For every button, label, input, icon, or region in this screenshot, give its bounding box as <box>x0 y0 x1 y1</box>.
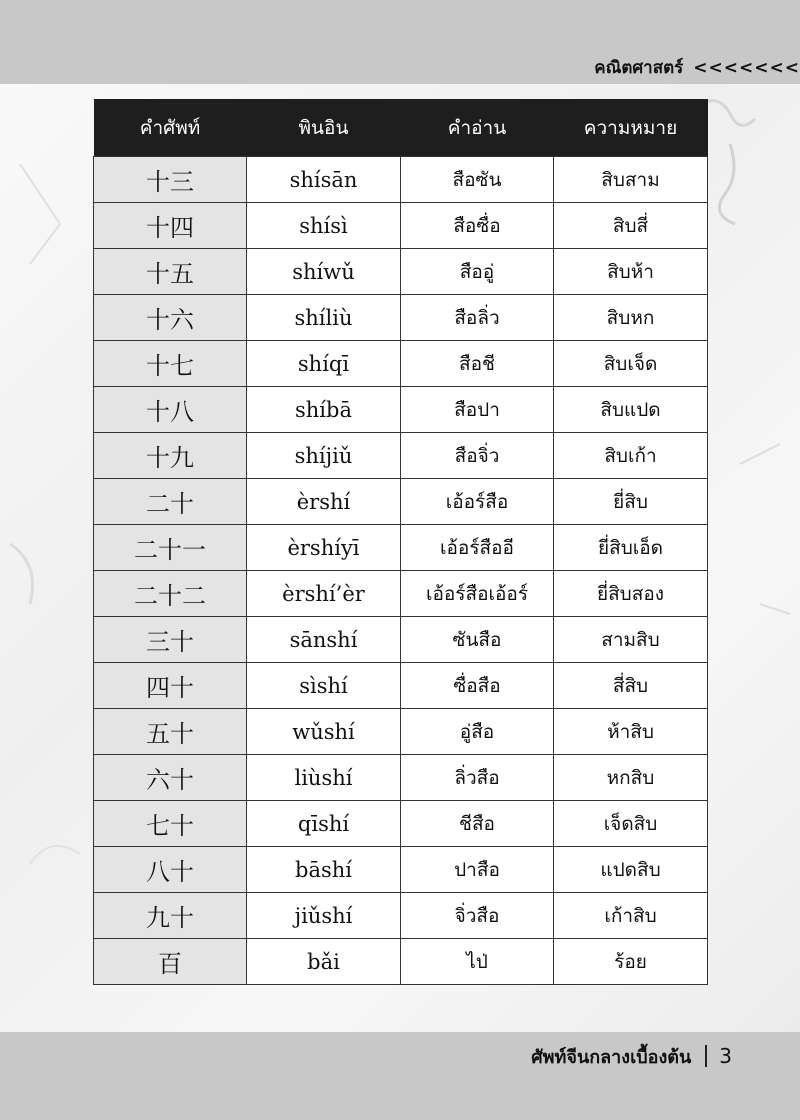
meaning-cell: ยี่สิบเอ็ด <box>554 525 708 571</box>
table-row <box>94 893 708 939</box>
pinyin-cell: liùshí <box>247 755 401 801</box>
table-row <box>94 157 708 203</box>
table-header-row <box>94 99 708 157</box>
pinyin-cell: bǎi <box>247 939 401 985</box>
pinyin-cell: shíwǔ <box>247 249 401 295</box>
word-cell: 八十 <box>94 847 247 893</box>
column-header-word: คำศัพท์ <box>94 99 247 157</box>
pinyin-cell: jiǔshí <box>247 893 401 939</box>
pinyin-cell: shíqī <box>247 341 401 387</box>
word-cell: 十三 <box>94 157 247 203</box>
meaning-cell: เก้าสิบ <box>554 893 708 939</box>
word-cell: 二十一 <box>94 525 247 571</box>
pinyin-cell: shísān <box>247 157 401 203</box>
table-row <box>94 755 708 801</box>
table-row <box>94 203 708 249</box>
meaning-cell: สิบแปด <box>554 387 708 433</box>
reading-cell: ชีสือ <box>401 801 554 847</box>
reading-cell: ปาสือ <box>401 847 554 893</box>
reading-cell: ลิ่วสือ <box>401 755 554 801</box>
word-cell: 百 <box>94 939 247 985</box>
table-row <box>94 249 708 295</box>
reading-cell: เอ้อร์สืออี <box>401 525 554 571</box>
reading-cell: สือลิ่ว <box>401 295 554 341</box>
table-row <box>94 663 708 709</box>
meaning-cell: สิบสี่ <box>554 203 708 249</box>
pinyin-cell: bāshí <box>247 847 401 893</box>
table-row <box>94 341 708 387</box>
table-row <box>94 433 708 479</box>
word-cell: 六十 <box>94 755 247 801</box>
reading-cell: สือปา <box>401 387 554 433</box>
table-row <box>94 295 708 341</box>
reading-cell: สือชี <box>401 341 554 387</box>
table-row <box>94 479 708 525</box>
word-cell: 七十 <box>94 801 247 847</box>
table-row <box>94 847 708 893</box>
word-cell: 十四 <box>94 203 247 249</box>
pinyin-cell: èrshí’èr <box>247 571 401 617</box>
reading-cell: สือซื่อ <box>401 203 554 249</box>
meaning-cell: สิบเจ็ด <box>554 341 708 387</box>
pinyin-cell: shíbā <box>247 387 401 433</box>
footer-divider <box>705 1045 707 1067</box>
reading-cell: เอ้อร์สือ <box>401 479 554 525</box>
reading-cell: จิ่วสือ <box>401 893 554 939</box>
reading-cell: สือซัน <box>401 157 554 203</box>
table-row <box>94 939 708 985</box>
pinyin-cell: wǔshí <box>247 709 401 755</box>
pinyin-cell: èrshíyī <box>247 525 401 571</box>
column-header-pinyin: พินอิน <box>247 99 401 157</box>
reading-cell: สืออู่ <box>401 249 554 295</box>
book-title: ศัพท์จีนกลางเบื้องต้น <box>531 1046 692 1068</box>
header-arrows: <<<<<<< <box>693 58 800 78</box>
meaning-cell: หกสิบ <box>554 755 708 801</box>
meaning-cell: ยี่สิบ <box>554 479 708 525</box>
table-row <box>94 801 708 847</box>
word-cell: 五十 <box>94 709 247 755</box>
word-cell: 四十 <box>94 663 247 709</box>
reading-cell: สือจิ่ว <box>401 433 554 479</box>
word-cell: 二十 <box>94 479 247 525</box>
reading-cell: ซันสือ <box>401 617 554 663</box>
table-row <box>94 525 708 571</box>
table-row <box>94 709 708 755</box>
pinyin-cell: shísì <box>247 203 401 249</box>
meaning-cell: สิบหก <box>554 295 708 341</box>
reading-cell: เอ้อร์สือเอ้อร์ <box>401 571 554 617</box>
pinyin-cell: sìshí <box>247 663 401 709</box>
meaning-cell: สามสิบ <box>554 617 708 663</box>
word-cell: 十七 <box>94 341 247 387</box>
table-row <box>94 387 708 433</box>
meaning-cell: แปดสิบ <box>554 847 708 893</box>
reading-cell: ไป่ <box>401 939 554 985</box>
meaning-cell: สิบสาม <box>554 157 708 203</box>
word-cell: 十九 <box>94 433 247 479</box>
table-row <box>94 617 708 663</box>
pinyin-cell: qīshí <box>247 801 401 847</box>
table-row <box>94 571 708 617</box>
meaning-cell: สี่สิบ <box>554 663 708 709</box>
vocabulary-table <box>93 99 708 985</box>
column-header-meaning: ความหมาย <box>554 99 708 157</box>
subject-title: คณิตศาสตร์ <box>594 58 684 78</box>
word-cell: 十五 <box>94 249 247 295</box>
reading-cell: ซื่อสือ <box>401 663 554 709</box>
word-cell: 九十 <box>94 893 247 939</box>
meaning-cell: ยี่สิบสอง <box>554 571 708 617</box>
pinyin-cell: èrshí <box>247 479 401 525</box>
word-cell: 二十二 <box>94 571 247 617</box>
column-header-reading: คำอ่าน <box>401 99 554 157</box>
pinyin-cell: shíliù <box>247 295 401 341</box>
pinyin-cell: shíjiǔ <box>247 433 401 479</box>
meaning-cell: สิบเก้า <box>554 433 708 479</box>
meaning-cell: เจ็ดสิบ <box>554 801 708 847</box>
word-cell: 十六 <box>94 295 247 341</box>
pinyin-cell: sānshí <box>247 617 401 663</box>
meaning-cell: ร้อย <box>554 939 708 985</box>
meaning-cell: สิบห้า <box>554 249 708 295</box>
meaning-cell: ห้าสิบ <box>554 709 708 755</box>
reading-cell: อู่สือ <box>401 709 554 755</box>
word-cell: 三十 <box>94 617 247 663</box>
word-cell: 十八 <box>94 387 247 433</box>
header-title <box>594 52 800 84</box>
footer <box>531 1040 732 1072</box>
page-number: 3 <box>719 1044 732 1068</box>
